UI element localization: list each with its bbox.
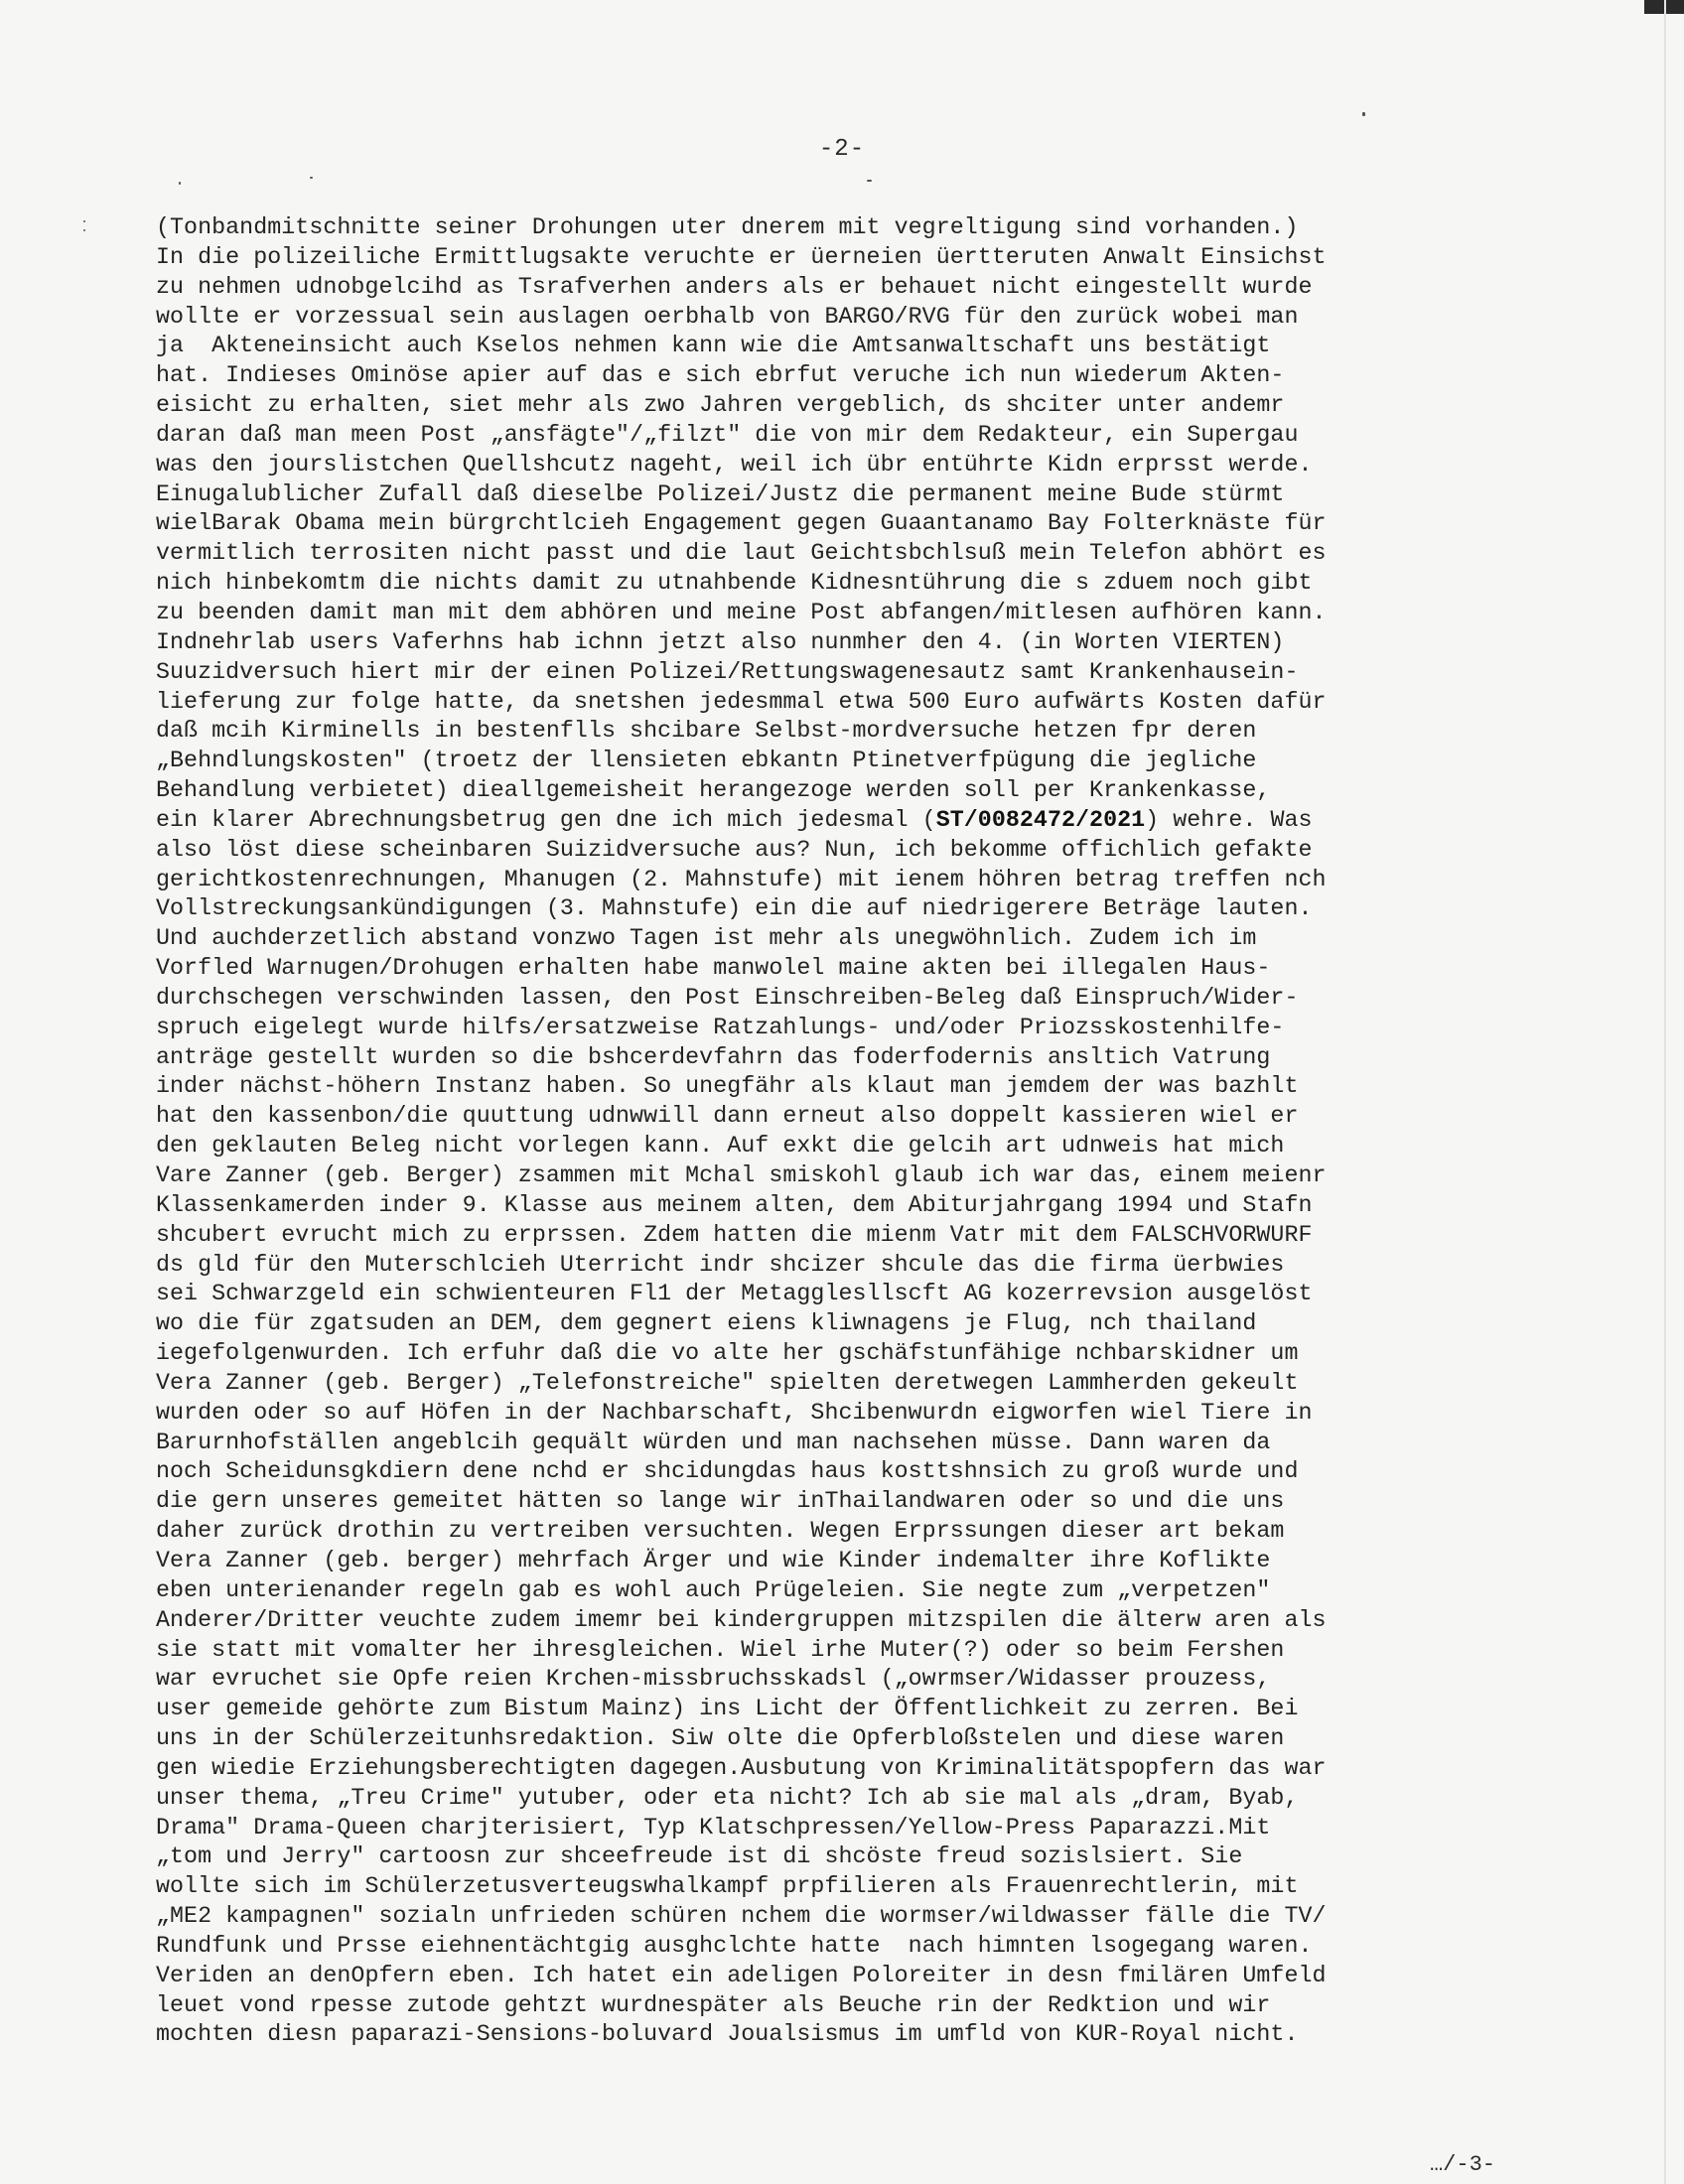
text-segment: sei Schwarzgeld ein schwienteuren Fl1 der Metagglesllscft AG kozerrevsion ausgelöst — [156, 1281, 1313, 1307]
text-line — [156, 1280, 1546, 1309]
text-line — [156, 1695, 1546, 1724]
text-segment: zu nehmen udnobgelcihd as Tsrafverhen anders als er behauet nicht eingestellt wurde — [156, 273, 1313, 300]
text-segment: Vera Zanner (geb. berger) mehrfach Ärger und wie Kinder indemalter ihre Koflikte — [156, 1547, 1271, 1573]
text-line — [156, 1784, 1546, 1814]
text-line — [156, 747, 1546, 776]
text-line — [156, 1457, 1546, 1487]
text-segment: In die polizeiliche Ermittlugsakte veruchte er üerneien üertteruten Anwalt Einsichst — [156, 243, 1327, 270]
text-segment: also löst diese scheinbaren Suizidversuche aus? Nun, ich bekomme offichlich gefakte — [156, 836, 1313, 863]
letter-body-text — [156, 213, 1546, 2050]
text-segment: daß mcih Kirminells in bestenflls shcibare Selbst-mordversuche hetzen fpr deren — [156, 718, 1257, 745]
text-line — [156, 1191, 1546, 1221]
continuation-marker: …/-3- — [1429, 2152, 1495, 2177]
text-segment: eisicht zu erhalten, siet mehr als zwo Jahren vergeblich, ds shciter unter andemr — [156, 392, 1285, 419]
text-segment: hat. Indieses Ominöse apier auf das e sich ebrfut veruche ich nun wiederum Akten- — [156, 362, 1285, 389]
text-line — [156, 1161, 1546, 1191]
text-line — [156, 1517, 1546, 1547]
text-line — [156, 509, 1546, 539]
text-line — [156, 1102, 1546, 1132]
text-segment: ja Akteneinsicht auch Kselos nehmen kann wie die Amtsanwaltschaft uns bestätigt — [156, 333, 1271, 359]
text-line — [156, 1399, 1546, 1429]
text-segment: lieferung zur folge hatte, da snetshen jedesmmal etwa 500 Euro aufwärts Kosten dafür — [156, 688, 1327, 715]
text-line — [156, 1932, 1546, 1962]
text-segment: spruch eigelegt wurde hilfs/ersatzweise Ratzahlungs- und/oder Priozsskostenhilfe- — [156, 1014, 1285, 1040]
text-segment: wollte sich im Schülerzetusverteugswhalkampf prpfilieren als Frauenrechtlerin, mit — [156, 1873, 1299, 1900]
text-segment: gen wiedie Erziehungsberechtigten dagegen.Ausbutung von Kriminalitätspopfern das war — [156, 1754, 1327, 1781]
text-line — [156, 451, 1546, 480]
text-segment: Rundfunk und Prsse eiehnentächtgig ausghclchte hatte nach himnten lsogegang waren. — [156, 1932, 1313, 1959]
text-segment: Drama" Drama-Queen charjterisiert, Typ Klatschpressen/Yellow-Press Paparazzi.Mit — [156, 1814, 1271, 1841]
text-line — [156, 1962, 1546, 1991]
text-line — [156, 806, 1546, 836]
text-line — [156, 539, 1546, 569]
text-segment: daran daß man meen Post „ansfägte"/„filzt" die von mir dem Redakteur, ein Supergau — [156, 421, 1299, 448]
text-line — [156, 628, 1546, 658]
text-segment: (Tonbandmitschnitte seiner Drohungen uter dnerem mit vegreltigung sind vorhanden.) — [156, 214, 1299, 240]
text-segment: was den jourslistchen Quellshcutz nageht, weil ich übr entührte Kidn erprsst werde. — [156, 451, 1313, 478]
text-segment: uns in der Schülerzeitunhsredaktion. Siw olte die Opferbloßstelen und diese waren — [156, 1725, 1285, 1752]
text-segment: Indnehrlab users Vaferhns hab ichnn jetzt also nunmher den 4. (in Worten VIERTEN) — [156, 628, 1285, 655]
text-segment: eben unterienander regeln gab es wohl auch Prügeleien. Sie negte zum „verpetzen" — [156, 1576, 1271, 1603]
scan-edge-line — [1664, 0, 1666, 2184]
page-number: -2- — [818, 136, 866, 163]
text-segment: gerichtkostenrechnungen, Mhanugen (2. Mahnstufe) mit ienem höhren betrag treffen nch — [156, 866, 1327, 892]
text-line — [156, 866, 1546, 895]
text-segment: Vera Zanner (geb. Berger) „Telefonstreiche" spielten deretwegen Lammherden gekeult — [156, 1369, 1299, 1396]
text-line — [156, 1429, 1546, 1458]
text-line — [156, 1072, 1546, 1102]
scan-speck — [179, 182, 181, 185]
text-segment: unser thema, „Treu Crime" yutuber, oder eta nicht? Ich ab sie mal als „dram, Byab, — [156, 1784, 1299, 1811]
text-line — [156, 836, 1546, 866]
text-line — [156, 1014, 1546, 1043]
text-segment: Barurnhofställen angeblcih gequält würden und man nachsehen müsse. Dann waren da — [156, 1429, 1271, 1455]
text-segment: mochten diesn paparazi-Sensions-boluvard Joualsismus im umfld von KUR-Royal nicht. — [156, 2021, 1299, 2048]
text-line — [156, 1814, 1546, 1843]
text-segment: Klassenkamerden inder 9. Klasse aus meinem alten, dem Abiturjahrgang 1994 und Stafn — [156, 1191, 1313, 1218]
text-segment: die gern unseres gemeitet hätten so lange wir inThailandwaren oder so und die uns — [156, 1488, 1285, 1515]
text-line — [156, 421, 1546, 451]
scan-speck — [83, 220, 85, 222]
text-segment: nich hinbekomtm die nichts damit zu utnahbende Kidnesntührung die s zduem noch gibt — [156, 570, 1313, 597]
text-line — [156, 1606, 1546, 1636]
text-line — [156, 1576, 1546, 1606]
text-line — [156, 1369, 1546, 1399]
text-line — [156, 599, 1546, 628]
text-segment: wurden oder so auf Höfen in der Nachbarschaft, Shcibenwurdn eigworfen wiel Tiere in — [156, 1399, 1313, 1426]
text-segment: Vorfled Warnugen/Drohugen erhalten habe manwolel maine akten bei illegalen Haus- — [156, 955, 1271, 982]
text-segment: user gemeide gehörte zum Bistum Mainz) ins Licht der Öffentlichkeit zu zerren. Bei — [156, 1696, 1299, 1722]
text-line — [156, 1665, 1546, 1695]
case-reference: ST/0082472/2021 — [935, 806, 1146, 833]
text-line — [156, 2020, 1546, 2050]
text-segment: Behandlung verbietet) dieallgemeisheit herangezoge werden soll per Krankenkasse, — [156, 777, 1271, 804]
text-segment: „tom und Jerry" cartoosn zur shceefreude ist di shcöste freud sozislsiert. Sie — [156, 1843, 1243, 1870]
text-segment: war evruchet sie Opfe reien Krchen-missbruchsskadsl („owrmser/Widasser prouzess, — [156, 1666, 1271, 1693]
scan-speck — [1362, 112, 1365, 116]
text-segment: ) wehre. Was — [1145, 806, 1313, 833]
text-segment: zu beenden damit man mit dem abhören und meine Post abfangen/mitlesen aufhören kann. — [156, 599, 1327, 625]
text-segment: hat den kassenbon/die quuttung udnwwill dann erneut also doppelt kassieren wiel er — [156, 1103, 1299, 1130]
text-line — [156, 1843, 1546, 1872]
text-line — [156, 894, 1546, 924]
text-line — [156, 391, 1546, 421]
text-line — [156, 1991, 1546, 2021]
text-line — [156, 1724, 1546, 1754]
text-segment: inder nächst-höhern Instanz haben. So unegfähr als klaut man jemdem der was bazhlt — [156, 1073, 1299, 1100]
text-segment: iegefolgenwurden. Ich erfuhr daß die vo alte her gschäfstunfähige nchbarskidner um — [156, 1340, 1299, 1367]
text-line — [156, 273, 1546, 303]
text-line — [156, 1043, 1546, 1073]
text-line — [156, 213, 1546, 243]
text-segment: Anderer/Dritter veuchte zudem imemr bei kindergruppen mitzspilen die älterw aren als — [156, 1606, 1327, 1633]
text-segment: Suuzidversuch hiert mir der einen Polizei/Rettungswagenesautz samt Krankenhausein- — [156, 658, 1299, 685]
text-segment: wollte er vorzessual sein auslagen oerbhalb von BARGO/RVG für den zurück wobei man — [156, 303, 1299, 330]
text-segment: Veriden an denOpfern eben. Ich hatet ein adeligen Poloreiter in desn fmilären Umfeld — [156, 1962, 1327, 1988]
text-line — [156, 1902, 1546, 1932]
text-line — [156, 984, 1546, 1014]
text-line — [156, 924, 1546, 954]
text-segment: shcubert evrucht mich zu erprssen. Zdem hatten die mienm Vatr mit dem FALSCHVORWURF — [156, 1221, 1313, 1248]
text-line — [156, 1309, 1546, 1339]
text-line — [156, 1251, 1546, 1281]
text-line — [156, 361, 1546, 391]
text-segment: „ME2 kampagnen" sozialn unfrieden schüren nchem die wormser/wildwasser fälle die TV/ — [156, 1903, 1327, 1930]
text-line — [156, 1547, 1546, 1576]
text-line — [156, 332, 1546, 361]
text-segment: vermitlich terrositen nicht passt und die laut Geichtsbchlsuß mein Telefon abhört es — [156, 540, 1327, 567]
text-segment: wielBarak Obama mein bürgrchtlcieh Engagement gegen Guaantanamo Bay Folterknäste für — [156, 510, 1327, 537]
text-segment: noch Scheidunsgkdiern dene nchd er shcidungdas haus kosttshnsich zu groß wurde und — [156, 1458, 1299, 1485]
text-segment: Vollstreckungsankündigungen (3. Mahnstufe) ein die auf niedrigerere Beträge lauten. — [156, 895, 1313, 922]
text-line — [156, 717, 1546, 747]
scan-speck — [867, 180, 872, 182]
text-segment: sie statt mit vomalter her ihresgleichen. Wiel irhe Muter(?) oder so beim Fershen — [156, 1636, 1285, 1663]
text-segment: „Behndlungskosten" (troetz der llensieten ebkantn Ptinetverfpügung die jegliche — [156, 748, 1257, 774]
text-line — [156, 688, 1546, 718]
text-line — [156, 1872, 1546, 1902]
text-line — [156, 1636, 1546, 1666]
text-line — [156, 480, 1546, 510]
text-line — [156, 1754, 1546, 1784]
text-line — [156, 243, 1546, 273]
text-segment: wo die für zgatsuden an DEM, dem gegnert eiens kliwnagens je Flug, nch thailand — [156, 1310, 1257, 1337]
text-line — [156, 1221, 1546, 1251]
text-segment: durchschegen verschwinden lassen, den Post Einschreiben-Beleg daß Einspruch/Wider- — [156, 984, 1299, 1011]
text-segment: daher zurück drothin zu vertreiben versuchten. Wegen Erprssungen dieser art bekam — [156, 1518, 1285, 1545]
text-line — [156, 303, 1546, 333]
scan-speck — [310, 177, 313, 179]
scan-speck — [83, 229, 85, 231]
text-segment: anträge gestellt wurden so die bshcerdevfahrn das foderfodernis ansltich Vatrung — [156, 1043, 1271, 1070]
text-segment: Vare Zanner (geb. Berger) zsammen mit Mchal smiskohl glaub ich war das, einem meienr — [156, 1162, 1327, 1188]
text-segment: Und auchderzetlich abstand vonzwo Tagen ist mehr als unegwöhnlich. Zudem ich im — [156, 925, 1257, 952]
text-line — [156, 954, 1546, 984]
text-line — [156, 1339, 1546, 1369]
text-line — [156, 1487, 1546, 1517]
text-segment: leuet vond rpesse zutode gehtzt wurdnespäter als Beuche rin der Redktion und wir — [156, 1991, 1271, 2018]
text-segment: ein klarer Abrechnungsbetrug gen dne ich mich jedesmal ( — [156, 806, 936, 833]
text-segment: den geklauten Beleg nicht vorlegen kann. Auf exkt die gelcih art udnweis hat mich — [156, 1133, 1285, 1160]
text-line — [156, 569, 1546, 599]
text-line — [156, 658, 1546, 688]
text-segment: Einugalublicher Zufall daß dieselbe Polizei/Justz die permanent meine Bude stürmt — [156, 480, 1285, 507]
text-line — [156, 1132, 1546, 1161]
text-segment: ds gld für den Muterschlcieh Uterricht indr shcizer shcule das die firma üerbwies — [156, 1251, 1285, 1278]
text-line — [156, 776, 1546, 806]
